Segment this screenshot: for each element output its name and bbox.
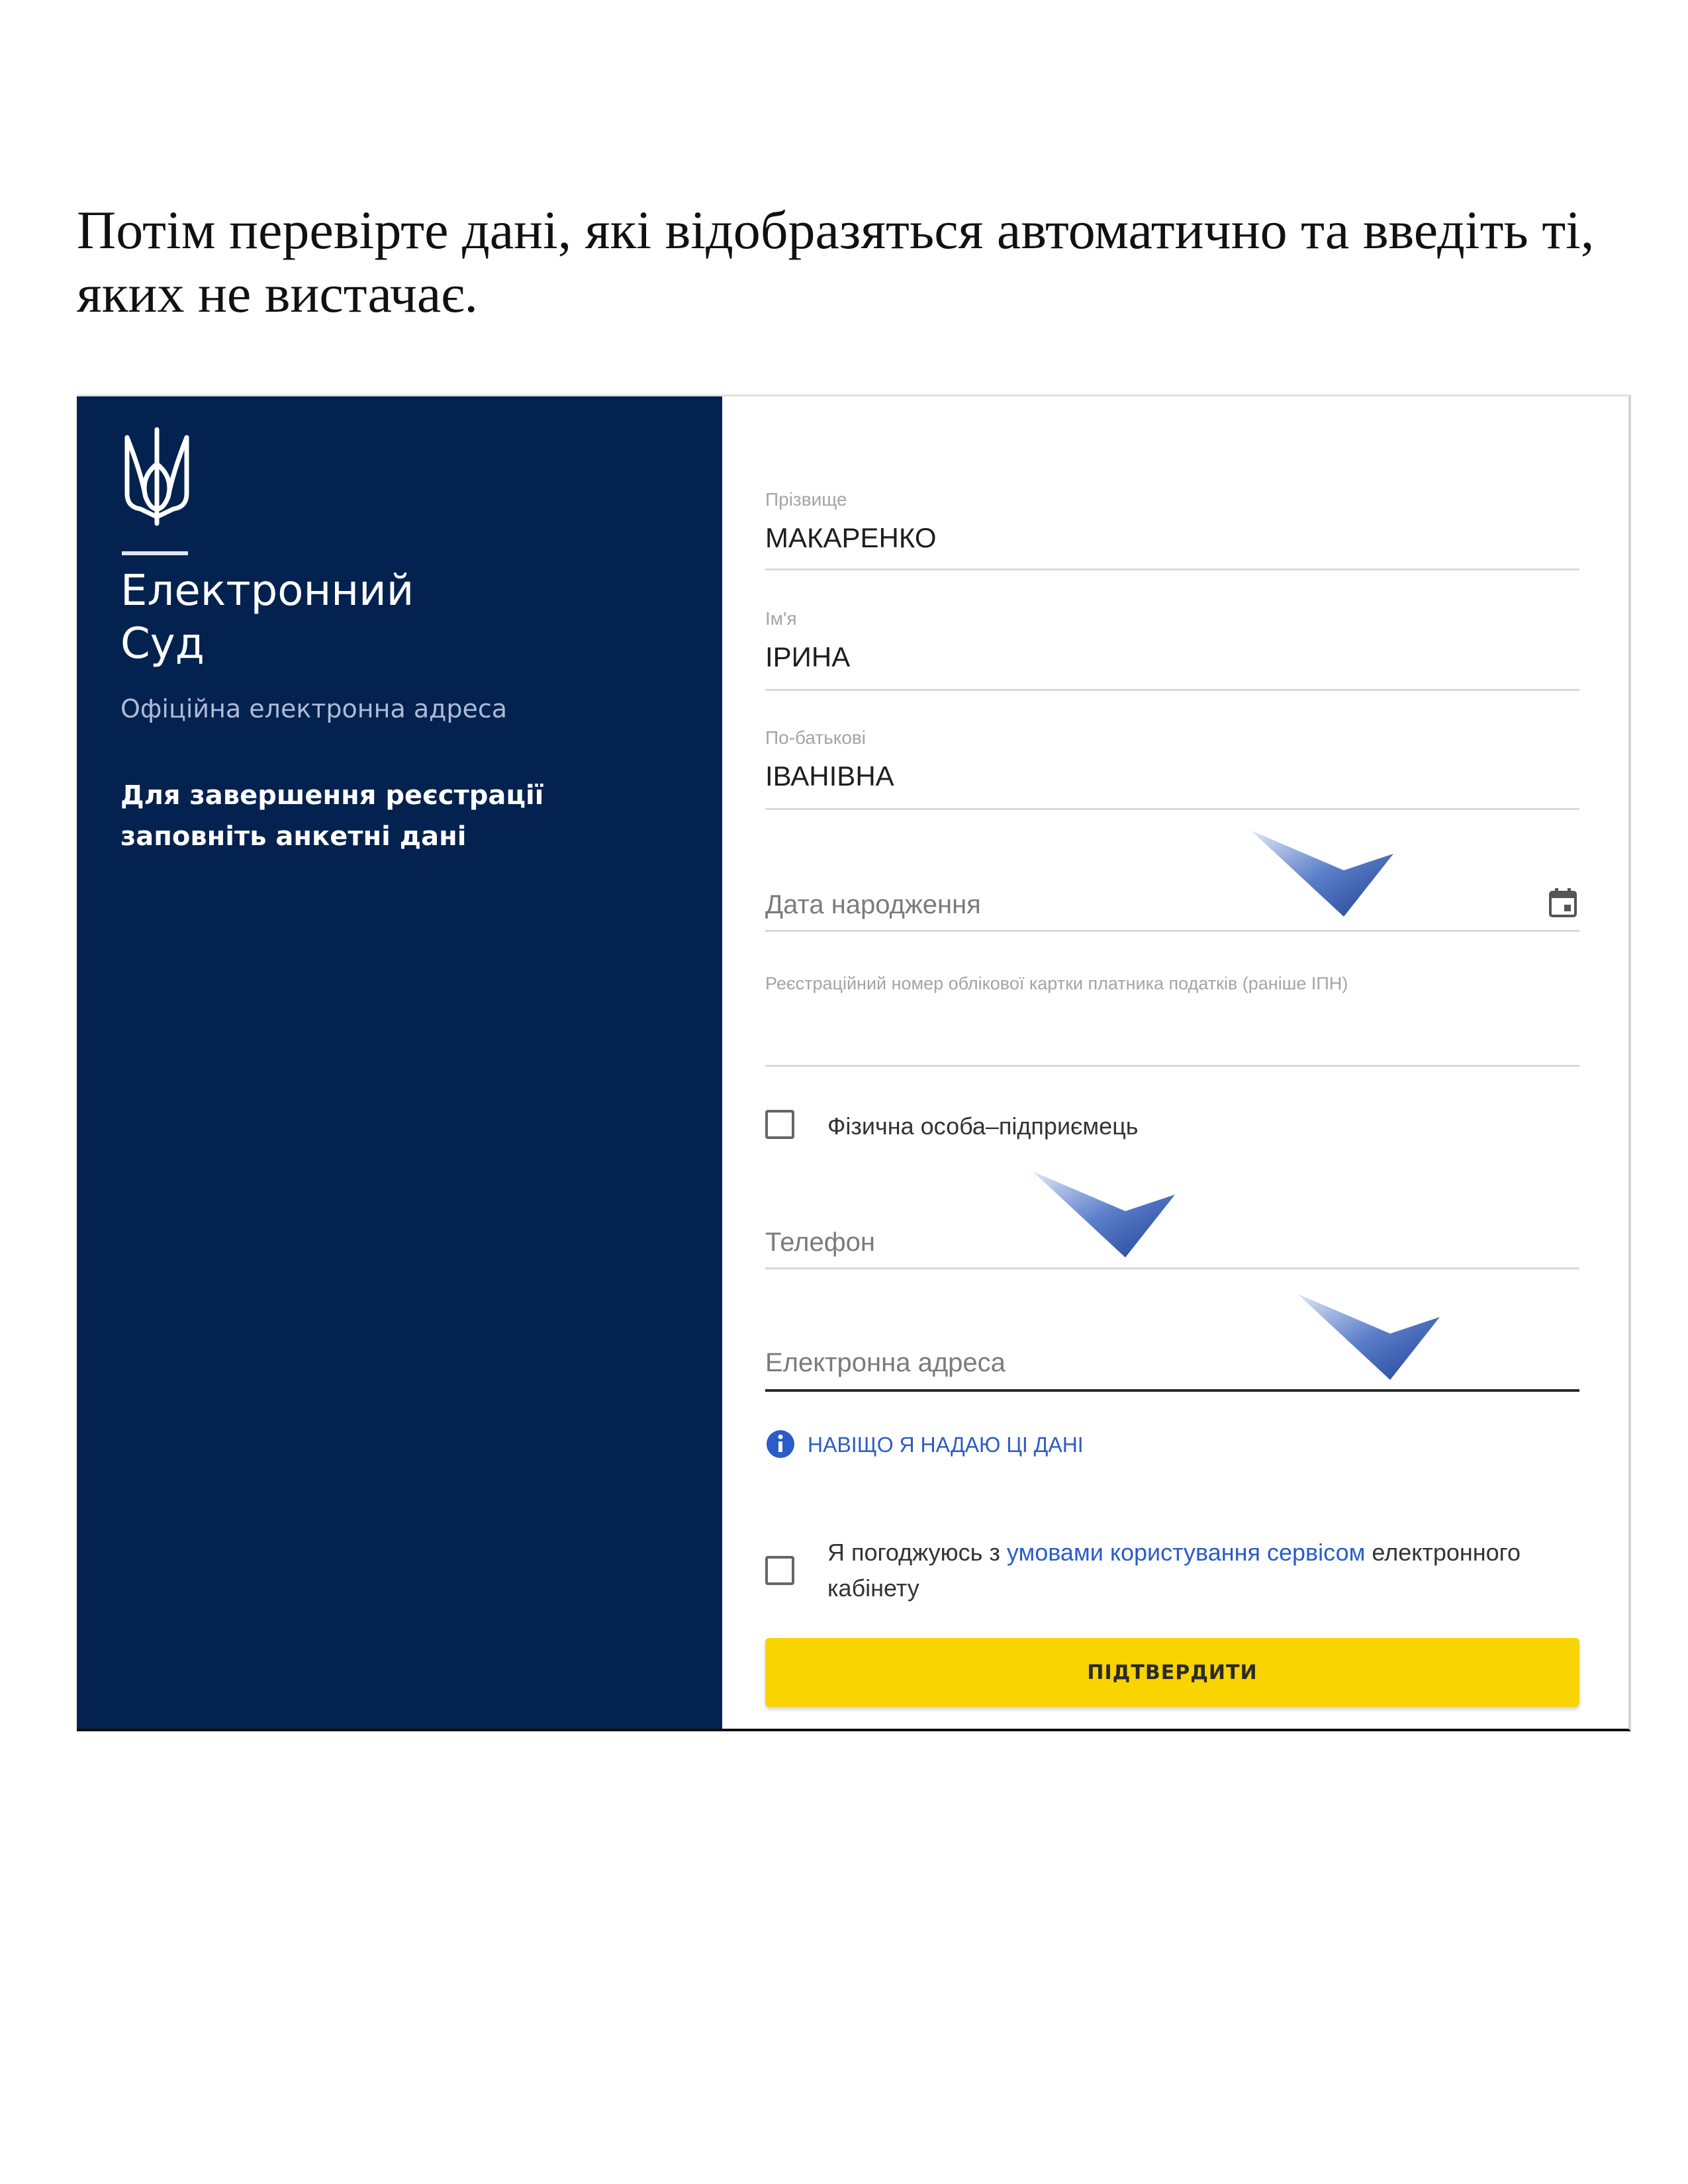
info-icon xyxy=(765,1429,796,1459)
arrow-down-icon xyxy=(1033,1168,1178,1261)
brand-title-line1: Електронний xyxy=(120,567,414,615)
patronymic-field[interactable] xyxy=(765,727,1579,810)
registration-form xyxy=(765,396,1579,1729)
surname-field[interactable] xyxy=(765,489,1579,570)
arrow-down-icon xyxy=(1251,827,1397,920)
entrepreneur-label: Фізична особа–підприємець xyxy=(827,1113,1139,1140)
agree-suffix: електронного кабінету xyxy=(827,1539,1521,1602)
tax-number-field[interactable] xyxy=(765,974,1579,1067)
brand-subtitle: Офіційна електронна адреса xyxy=(120,694,508,723)
agree-row xyxy=(765,1535,1579,1608)
entrepreneur-checkbox[interactable] xyxy=(765,1110,794,1139)
birth-date-placeholder: Дата народження xyxy=(765,890,981,919)
patronymic-value: ІВАНІВНА xyxy=(765,760,894,792)
phone-placeholder: Телефон xyxy=(765,1228,875,1257)
surname-value: МАКАРЕНКО xyxy=(765,522,937,553)
sidebar xyxy=(77,396,722,1729)
name-label: Ім'я xyxy=(765,608,797,629)
brand-divider xyxy=(122,551,188,555)
agree-prefix: Я погоджуюсь з xyxy=(827,1539,1007,1566)
email-placeholder: Електронна адреса xyxy=(765,1348,1006,1377)
agree-label xyxy=(827,1535,1556,1606)
registration-note: Для завершення реєстрації заповніть анкетні дані xyxy=(120,780,544,852)
brand-title-line2: Суд xyxy=(120,619,205,668)
trident-logo-icon xyxy=(120,424,193,530)
birth-date-field[interactable] xyxy=(765,886,1579,932)
why-data-link-text: НАВІЩО Я НАДАЮ ЦІ ДАНІ xyxy=(808,1433,1084,1457)
surname-label: Прізвище xyxy=(765,489,847,510)
confirm-button[interactable]: ПІДТВЕРДИТИ xyxy=(765,1638,1579,1707)
agree-checkbox[interactable] xyxy=(765,1556,794,1585)
calendar-icon[interactable] xyxy=(1546,886,1579,919)
instruction-text: Потім перевірте дані, які відобразяться автоматично та введіть ті, яких не вистачає. xyxy=(77,200,1595,324)
tax-number-label: Реєстраційний номер облікової картки платника податків (раніше ІПН) xyxy=(765,974,1348,993)
entrepreneur-row xyxy=(765,1110,1579,1143)
patronymic-label: По-батькові xyxy=(765,727,867,748)
arrow-down-icon xyxy=(1297,1291,1443,1383)
registration-window xyxy=(77,394,1631,1731)
brand-title xyxy=(120,565,584,670)
name-value: ІРИНА xyxy=(765,641,851,672)
terms-link[interactable]: умовами користування сервісом xyxy=(1006,1539,1366,1566)
name-field[interactable] xyxy=(765,608,1579,691)
email-field[interactable] xyxy=(765,1344,1579,1392)
